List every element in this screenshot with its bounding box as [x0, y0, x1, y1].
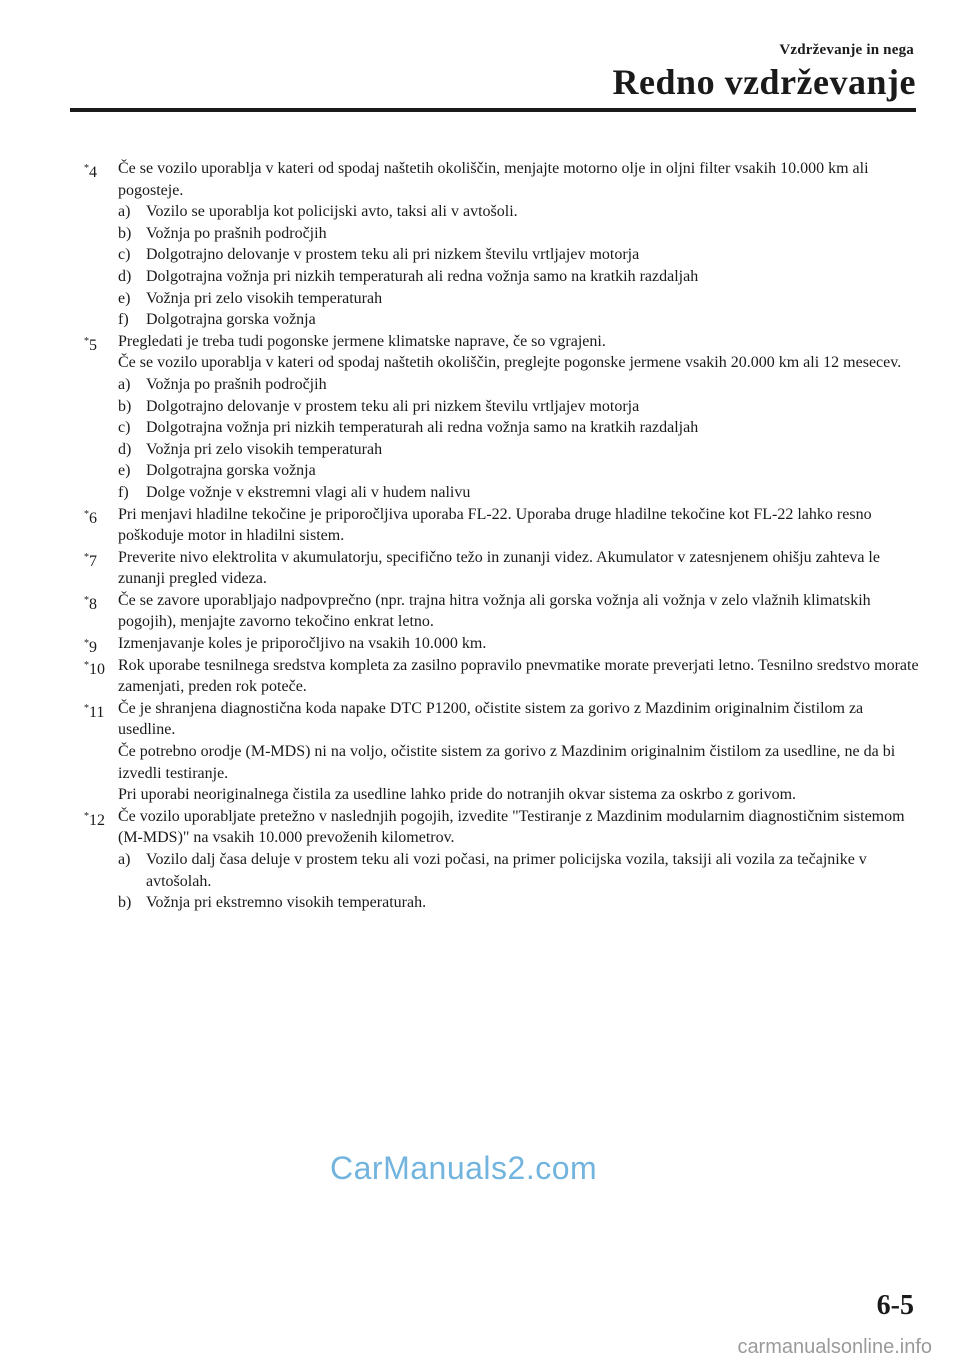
list-item-text: Vožnja pri ekstremno visokih temperaturah. [146, 894, 427, 912]
footnote-marker [84, 504, 97, 530]
footnote-paragraph: Če je shranjena diagnostična koda napake DTC P1200, očistite sistem za gorivo z Mazdinim originalnim čistilom za usedline. [118, 699, 864, 739]
footnote-number: 12 [89, 811, 105, 829]
footnote [70, 331, 920, 504]
list-item-text: Dolgotrajna vožnja pri nizkih temperaturah ali redna vožnja samo na kratkih razdaljah [146, 419, 699, 437]
footnote-number: 11 [89, 703, 105, 721]
footnote-paragraph: Pri menjavi hladilne tekočine je priporočljiva uporaba FL-22. Uporaba druge hladilne tekočine kot FL-22 lahko resno poškoduje motor in hladilni sistem. [118, 505, 872, 545]
list-item-letter: a) [118, 375, 131, 393]
footnote-paragraph: Pri uporabi neoriginalnega čistila za usedline lahko pride do notranjih okvar sistema za oskrbo z gorivom. [118, 786, 797, 804]
asterisk-symbol: * [84, 594, 89, 606]
list-item [118, 288, 920, 310]
asterisk-symbol: * [84, 335, 89, 347]
footnote-paragraph: Če se zavore uporabljajo nadpovprečno (npr. trajna hitra vožnja ali gorska vožnja ali vožnja v zelo vlažnih klimatskih pogojih), menjajte zavorno tekočino enkrat letno. [118, 591, 871, 631]
footnote [70, 655, 920, 698]
list-item-letter: d) [118, 440, 132, 458]
footnote-paragraph: Če potrebno orodje (M-MDS) ni na voljo, očistite sistem za gorivo z Mazdinim originalnim čistilom za usedline, ne da bi izvedli testiranje. [118, 743, 896, 782]
asterisk-symbol: * [84, 508, 89, 520]
list-item-text: Dolgotrajna gorska vožnja [146, 462, 316, 480]
list-item-letter: b) [118, 397, 132, 415]
list-item [118, 439, 920, 461]
list-item [118, 849, 920, 892]
footnote-marker [84, 331, 97, 357]
list-item-letter: a) [118, 203, 131, 221]
footnote [70, 633, 920, 655]
section-header: Vzdrževanje in nega [779, 42, 914, 58]
footnote [70, 504, 920, 547]
footnote [70, 698, 920, 806]
list-item-letter: b) [118, 894, 132, 912]
footnote-number: 8 [89, 595, 97, 613]
footnotes-list [70, 158, 920, 914]
list-item [118, 417, 920, 439]
list-item [118, 374, 920, 396]
footnote-marker [84, 806, 105, 832]
list-item-letter: e) [118, 289, 131, 307]
list-item-text: Dolgotrajna vožnja pri nizkih temperaturah ali redna vožnja samo na kratkih razdaljah [146, 267, 699, 285]
list-item [118, 266, 920, 288]
footnote-number: 6 [89, 509, 97, 527]
list-item [118, 201, 920, 223]
footnote-number: 5 [89, 336, 97, 354]
asterisk-symbol: * [84, 551, 89, 563]
footnote-paragraph: Če se vozilo uporablja v kateri od spodaj naštetih okoliščin, preglejte pogonske jermene vsakih 20.000 km ali 12 mesecev. [118, 354, 902, 372]
asterisk-symbol: * [84, 702, 89, 714]
list-item [118, 396, 920, 418]
footnote [70, 806, 920, 914]
list-item-text: Dolgotrajna gorska vožnja [146, 311, 316, 329]
footnote-number: 10 [89, 660, 105, 678]
list-item-letter: f) [118, 311, 129, 329]
asterisk-symbol: * [84, 810, 89, 822]
header-rule [70, 108, 916, 112]
footnote-paragraph: Pregledati je treba tudi pogonske jermene klimatske naprave, če so vgrajeni. [118, 332, 606, 350]
list-item-text: Dolgotrajno delovanje v prostem teku ali pri nizkem številu vrtljajev motorja [146, 246, 640, 264]
asterisk-symbol: * [84, 163, 89, 174]
list-item-letter: f) [118, 483, 129, 501]
footnote-marker [84, 655, 105, 681]
footnote-paragraph: Izmenjavanje koles je priporočljivo na vsakih 10.000 km. [118, 635, 487, 653]
list-item [118, 309, 920, 331]
footnote-paragraph: Rok uporabe tesnilnega sredstva kompleta za zasilno popravilo pnevmatike morate preverjati letno. Tesnilno sredstvo morate zamenjati, preden rok poteče. [118, 656, 919, 696]
footnote-number: 9 [89, 639, 97, 657]
footnote-number: 7 [89, 552, 97, 570]
asterisk-symbol: * [84, 638, 89, 650]
page-title: Redno vzdrževanje [612, 62, 916, 102]
list-item [118, 482, 920, 504]
list-item-text: Vožnja pri zelo visokih temperaturah [146, 440, 383, 458]
list-item [118, 460, 920, 482]
asterisk-symbol: * [84, 659, 89, 671]
list-item-letter: d) [118, 267, 132, 285]
footnote-marker [84, 698, 104, 724]
footnote [70, 590, 920, 633]
list-item-letter: c) [118, 246, 131, 264]
list-item-letter: a) [118, 851, 131, 868]
list-item [118, 892, 920, 914]
list-item-letter: c) [118, 419, 131, 437]
footnote [70, 547, 920, 590]
list-item-text: Vozilo dalj časa deluje v prostem teku ali vozi počasi, na primer policijska vozila, taksiji ali vozila za tečajnike v avtošolah. [146, 851, 867, 890]
footnote-marker [84, 590, 97, 616]
footnote-number: 4 [89, 164, 97, 181]
footnote [70, 158, 920, 331]
list-item-text: Vožnja po prašnih področjih [146, 224, 327, 242]
list-item-text: Vožnja po prašnih področjih [146, 375, 327, 393]
list-item [118, 223, 920, 245]
footnote-paragraph: Če se vozilo uporablja v kateri od spodaj naštetih okoliščin, menjajte motorno olje in oljni filter vsakih 10.000 km ali pogosteje. [118, 160, 869, 199]
list-item-text: Dolge vožnje v ekstremni vlagi ali v hudem nalivu [146, 483, 471, 501]
list-item-text: Dolgotrajno delovanje v prostem teku ali pri nizkem številu vrtljajev motorja [146, 397, 640, 415]
page-number: 6-5 [876, 1290, 914, 1321]
list-item [118, 244, 920, 266]
list-item-text: Vožnja pri zelo visokih temperaturah [146, 289, 383, 307]
watermark-logo: CarManuals2.com [330, 1150, 598, 1186]
list-item-text: Vozilo se uporablja kot policijski avto, taksi ali v avtošoli. [146, 203, 518, 221]
footnote-marker [84, 158, 97, 184]
footnote-paragraph: Preverite nivo elektrolita v akumulatorju, specifično težo in zunanji videz. Akumulator v zatesnjenem ohišju zahteva le zunanji pregled videza. [118, 548, 880, 588]
list-item-letter: e) [118, 462, 131, 480]
footer-watermark: carmanualsonline.info [737, 1336, 932, 1358]
list-item-letter: b) [118, 224, 132, 242]
footnote-paragraph: Če vozilo uporabljate pretežno v naslednjih pogojih, izvedite "Testiranje z Mazdinim modularnim diagnostičnim sistemom (M-MDS)" na vsakih 10.000 prevoženih kilometrov. [118, 807, 905, 847]
footnote-marker [84, 547, 97, 573]
